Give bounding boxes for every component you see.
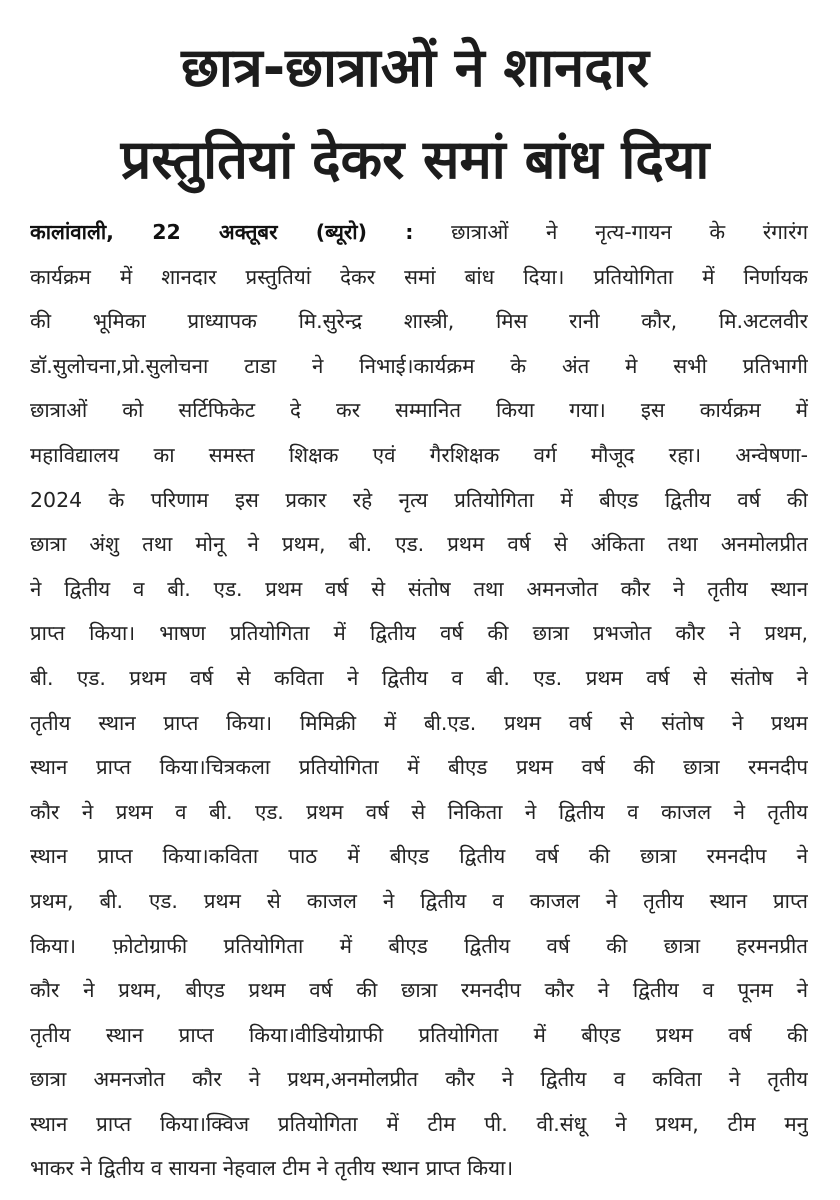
article-line: स्थान प्राप्त किया।क्विज प्रतियोगिता में टीम पी. वी.संधू ने प्रथम, टीम मनु [30, 1111, 808, 1136]
dateline: कालांवाली, 22 अक्तूबर (ब्यूरो) : [30, 220, 414, 244]
article-line: तृतीय स्थान प्राप्त किया। मिमिक्री में बी.एड. प्रथम वर्ष से संतोष ने प्रथम [30, 710, 808, 735]
article-line: छात्रा अंशु तथा मोनू ने प्रथम, बी. एड. प्रथम वर्ष से अंकिता तथा अनमोलप्रीत [30, 532, 808, 557]
article-line-text: छात्राओं ने नृत्य-गायन के रंगारंग [451, 220, 808, 244]
article-line: छात्राओं को सर्टिफिकेट दे कर सम्मानित किया गया। इस कार्यक्रम में [30, 398, 808, 423]
article-body [30, 210, 808, 1191]
article-line: प्राप्त किया। भाषण प्रतियोगिता में द्वितीय वर्ष की छात्रा प्रभजोत कौर ने प्रथम, [30, 621, 808, 646]
article-line: ने द्वितीय व बी. एड. प्रथम वर्ष से संतोष तथा अमनजोत कौर ने तृतीय स्थान [30, 576, 808, 601]
article-line: प्रथम, बी. एड. प्रथम से काजल ने द्वितीय व काजल ने तृतीय स्थान प्राप्त [30, 888, 808, 913]
article-line [30, 210, 808, 255]
article-line: कौर ने प्रथम, बीएड प्रथम वर्ष की छात्रा रमनदीप कौर ने द्वितीय व पूनम ने [30, 978, 808, 1003]
article-line: स्थान प्राप्त किया।चित्रकला प्रतियोगिता में बीएड प्रथम वर्ष की छात्रा रमनदीप [30, 755, 808, 780]
article-line: कौर ने प्रथम व बी. एड. प्रथम वर्ष से निकिता ने द्वितीय व काजल ने तृतीय [30, 799, 808, 824]
article-line: बी. एड. प्रथम वर्ष से कविता ने द्वितीय व बी. एड. प्रथम वर्ष से संतोष ने [30, 665, 808, 690]
headline-line-1: छात्र-छात्राओं ने शानदार [181, 36, 649, 99]
article-line: स्थान प्राप्त किया।कविता पाठ में बीएड द्वितीय वर्ष की छात्रा रमनदीप ने [30, 844, 808, 869]
article-line-last: भाकर ने द्वितीय व सायना नेहवाल टीम ने तृतीय स्थान प्राप्त किया। [30, 1156, 514, 1181]
article-line: 2024 के परिणाम इस प्रकार रहे नृत्य प्रतियोगिता में बीएड द्वितीय वर्ष की [30, 487, 808, 512]
article-line: किया। फ़ोटोग्राफी प्रतियोगिता में बीएड द्वितीय वर्ष की छात्रा हरमनप्रीत [30, 933, 808, 958]
article-line: कार्यक्रम में शानदार प्रस्तुतियां देकर समां बांध दिया। प्रतियोगिता में निर्णायक [30, 264, 808, 289]
article-line: छात्रा अमनजोत कौर ने प्रथम,अनमोलप्रीत कौर ने द्वितीय व कविता ने तृतीय [30, 1067, 808, 1092]
article-line: डॉ.सुलोचना,प्रो.सुलोचना टाडा ने निभाई।कार्यक्रम के अंत मे सभी प्रतिभागी [30, 353, 808, 378]
article-line: की भूमिका प्राध्यापक मि.सुरेन्द्र शास्त्री, मिस रानी कौर, मि.अटलवीर [30, 309, 808, 334]
headline-line-2: प्रस्तुतियां देकर समां बांध दिया [120, 128, 710, 191]
headline [20, 22, 810, 206]
article-line: तृतीय स्थान प्राप्त किया।वीडियोग्राफी प्रतियोगिता में बीएड प्रथम वर्ष की [30, 1022, 808, 1047]
article-line: महाविद्यालय का समस्त शिक्षक एवं गैरशिक्षक वर्ग मौजूद रहा। अन्वेषणा- [30, 442, 808, 467]
